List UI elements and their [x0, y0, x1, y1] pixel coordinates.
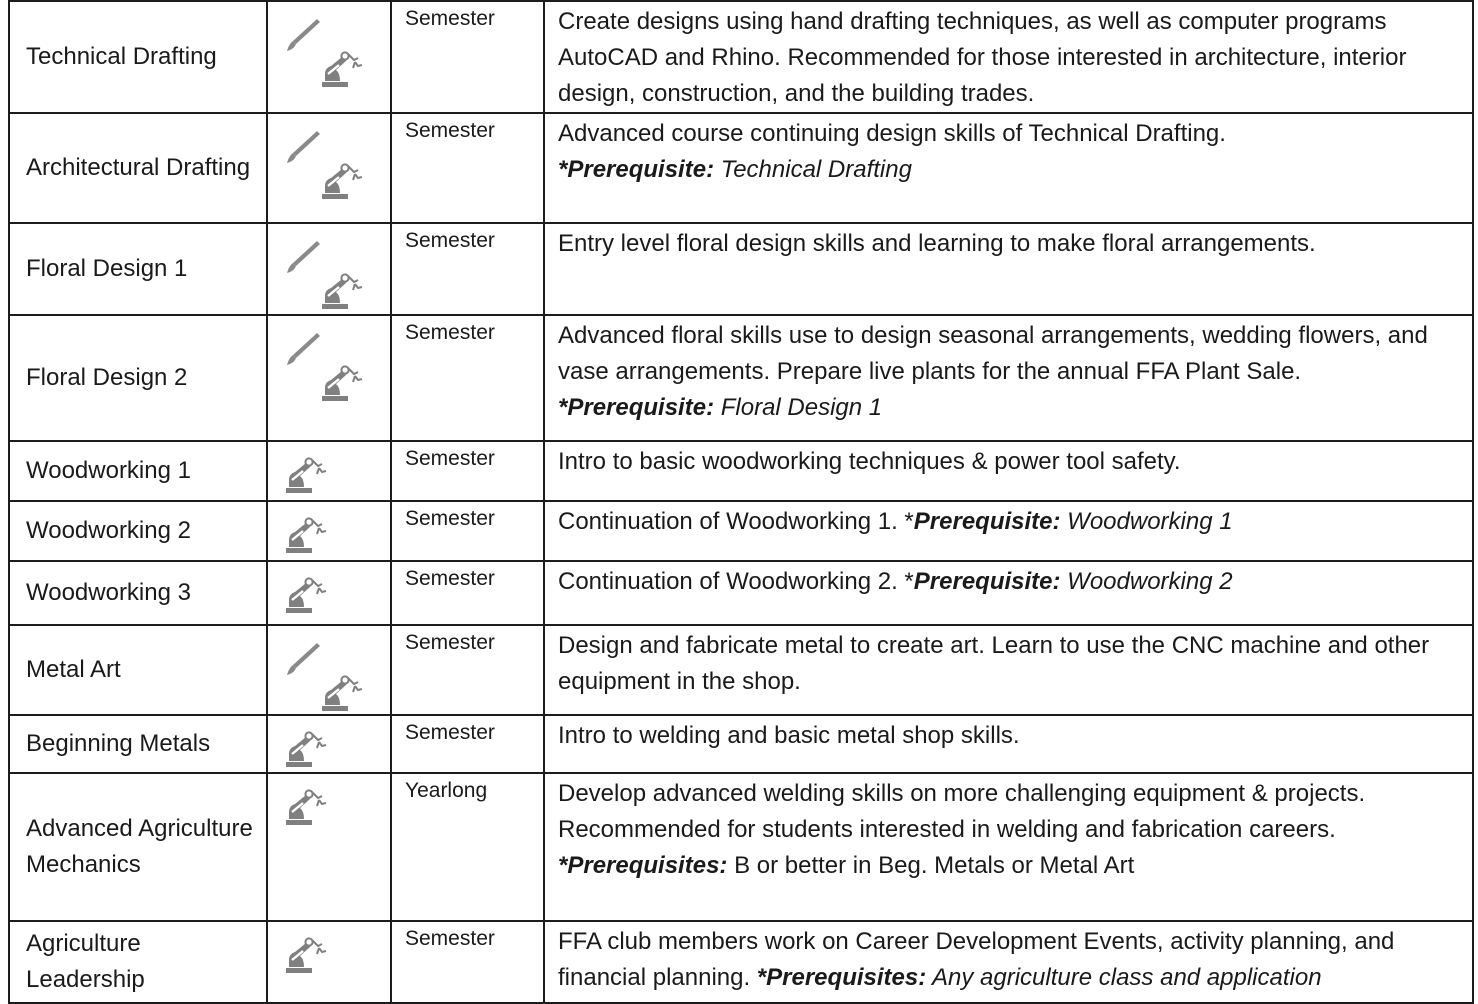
table-row	[9, 1, 1473, 113]
robot-arm-icon	[318, 270, 378, 321]
description-text: Intro to basic woodworking techniques & power tool safety.	[558, 448, 1181, 475]
paintbrush-icon	[284, 16, 322, 65]
course-icons	[267, 715, 391, 773]
course-name: Woodworking 3	[9, 561, 267, 625]
prerequisite-value: Woodworking 1	[1060, 508, 1233, 535]
description-text: Continuation of Woodworking 2. *	[558, 568, 914, 595]
course-description	[544, 625, 1473, 715]
prerequisite-value: Any agriculture class and application	[926, 964, 1322, 991]
description-text: Continuation of Woodworking 1. *	[558, 508, 914, 535]
course-description	[544, 561, 1473, 625]
course-length: Semester	[391, 561, 544, 625]
prerequisite-label: *Prerequisite:	[558, 156, 715, 183]
course-icons	[267, 561, 391, 625]
course-length: Semester	[391, 715, 544, 773]
course-description	[544, 921, 1473, 1003]
course-name: Agriculture Leadership	[9, 921, 267, 1003]
course-name: Technical Drafting	[9, 1, 267, 113]
robot-arm-icon	[282, 574, 342, 625]
paintbrush-icon	[284, 238, 322, 287]
prerequisite-label: *Prerequisites:	[558, 852, 728, 879]
course-length: Semester	[391, 501, 544, 561]
course-name: Beginning Metals	[9, 715, 267, 773]
course-length: Semester	[391, 921, 544, 1003]
description-text: Advanced course continuing design skills of Technical Drafting.	[558, 120, 1226, 147]
course-icons	[267, 315, 391, 441]
description-text: Develop advanced welding skills on more challenging equipment & projects. Recommended for students interested in welding and fabrication careers.	[558, 780, 1366, 843]
prerequisite-label: Prerequisite:	[913, 508, 1061, 535]
course-length: Semester	[391, 315, 544, 441]
table-row	[9, 501, 1473, 561]
course-description	[544, 1, 1473, 113]
course-length: Semester	[391, 441, 544, 501]
course-length: Semester	[391, 223, 544, 315]
description-text: Create designs using hand drafting techniques, as well as computer programs AutoCAD and Rhino. Recommended for those interested in architecture, interior design, construction, and the building trades.	[558, 8, 1407, 107]
robot-arm-icon	[282, 728, 342, 779]
table-row	[9, 113, 1473, 223]
description-text: FFA club members work on Career Development Events, activity planning, and financial planning.	[558, 928, 1395, 991]
robot-arm-icon	[318, 48, 378, 99]
prerequisite-value: Woodworking 2	[1060, 568, 1233, 595]
robot-arm-icon	[318, 362, 378, 413]
table-row	[9, 921, 1473, 1003]
course-icons	[267, 223, 391, 315]
course-description	[544, 501, 1473, 561]
prerequisite-label: *Prerequisites:	[750, 964, 927, 991]
description-text: Advanced floral skills use to design seasonal arrangements, wedding flowers, and vase arrangements. Prepare live plants for the annual FFA Plant Sale.	[558, 322, 1428, 385]
course-icons	[267, 1, 391, 113]
course-length: Semester	[391, 625, 544, 715]
course-name: Advanced Agriculture Mechanics	[9, 773, 267, 921]
course-icons	[267, 773, 391, 921]
course-description	[544, 113, 1473, 223]
course-description	[544, 441, 1473, 501]
course-icons	[267, 625, 391, 715]
prerequisite-value: Technical Drafting	[714, 156, 912, 183]
paintbrush-icon	[284, 640, 322, 689]
robot-arm-icon	[282, 454, 342, 505]
course-name: Floral Design 1	[9, 223, 267, 315]
description-text: Design and fabricate metal to create art. Learn to use the CNC machine and other equipment in the shop.	[558, 632, 1430, 695]
course-name: Woodworking 2	[9, 501, 267, 561]
course-icons	[267, 501, 391, 561]
course-name: Metal Art	[9, 625, 267, 715]
course-length: Semester	[391, 1, 544, 113]
prerequisite-value: Floral Design 1	[714, 394, 883, 421]
description-text: Intro to welding and basic metal shop skills.	[558, 722, 1020, 749]
course-name: Floral Design 2	[9, 315, 267, 441]
prerequisite-label: *Prerequisite:	[558, 394, 715, 421]
description-text: Entry level floral design skills and learning to make floral arrangements.	[558, 230, 1316, 257]
table-row	[9, 561, 1473, 625]
course-length: Yearlong	[391, 773, 544, 921]
table-row	[9, 441, 1473, 501]
course-description	[544, 315, 1473, 441]
table-row	[9, 773, 1473, 921]
prerequisite-label: Prerequisite:	[913, 568, 1061, 595]
robot-arm-icon	[282, 934, 342, 985]
course-table	[8, 0, 1474, 1004]
paintbrush-icon	[284, 330, 322, 379]
course-description	[544, 223, 1473, 315]
course-length: Semester	[391, 113, 544, 223]
robot-arm-icon	[282, 514, 342, 565]
course-icons	[267, 921, 391, 1003]
paintbrush-icon	[284, 128, 322, 177]
course-description	[544, 773, 1473, 921]
table-row	[9, 315, 1473, 441]
course-name: Architectural Drafting	[9, 113, 267, 223]
course-icons	[267, 441, 391, 501]
table-row	[9, 223, 1473, 315]
course-name: Woodworking 1	[9, 441, 267, 501]
prerequisite-value: B or better in Beg. Metals or Metal Art	[727, 852, 1135, 879]
robot-arm-icon	[318, 160, 378, 211]
table-row	[9, 715, 1473, 773]
table-row	[9, 625, 1473, 715]
robot-arm-icon	[282, 786, 342, 837]
course-description	[544, 715, 1473, 773]
course-icons	[267, 113, 391, 223]
